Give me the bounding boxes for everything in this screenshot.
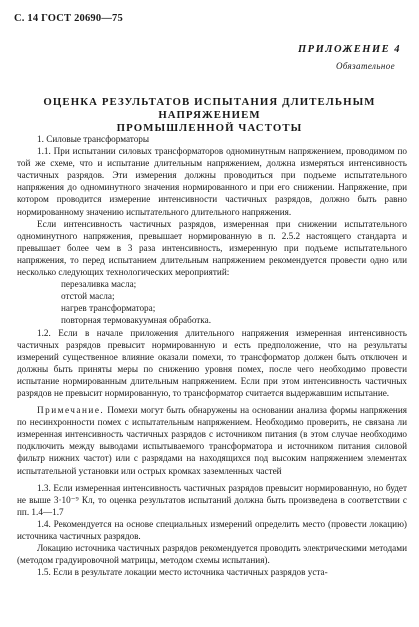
- paragraph-1-1-continued: Если интенсивность частичных разрядов, измеренная при снижении испытательного одноминутного напряжения, превышает нормированную в п. 2.5.2 настоящего стандарта и превышает более чем в 3 раза интенсивность, измеренную при подъеме испытательного напряжения, то перед испытанием длительным напряжением рекомендуется провести одно или несколько следующих технологических мероприятий:: [17, 218, 407, 278]
- list-item: повторная термовакуумная обработка.: [61, 315, 211, 326]
- list-item: перезаливка масла;: [61, 279, 137, 290]
- paragraph-1-1: 1.1. При испытании силовых трансформаторов одноминутным напряжением, проводимом по той же схеме, что и испытание длительным напряжением, должна измеряться интенсивность частичных разрядов. Эти измерения должны проводиться при подъеме испытательного напряжения до одноминутного значения нормированного и при его снижении. Напряжение, при котором проводится измерение интенсивности частичных разрядов, должно быть равно нормированному значению испытательного длительного напряжения.: [17, 146, 407, 217]
- paragraph-1-5: 1.5. Если в результате локации место источника частичных разрядов уста-: [37, 567, 328, 578]
- paragraph-1-3: 1.3. Если измеренная интенсивность частичных разрядов превысит нормированную, но будет не выше 3·10⁻⁹ Кл, то оценка результатов испытаний должна быть произведена в соответствии с пп. 1.4—1.7: [17, 482, 407, 517]
- appendix-status: Обязательное: [335, 61, 395, 71]
- document-body: [17, 133, 407, 578]
- note-label: Примечание.: [37, 405, 105, 416]
- list-item: отстой масла;: [61, 291, 115, 302]
- paragraph-1-4-continued: Локацию источника частичных разрядов рекомендуется проводить электрическими методами (методом градуировочной матрицы, методом схемы испытания).: [17, 543, 407, 566]
- document-title: [14, 96, 405, 135]
- note: [17, 404, 407, 477]
- paragraph-1-4: 1.4. Рекомендуется на основе специальных измерений определить место (провести локацию) источника частичных разрядов.: [17, 518, 407, 541]
- title-line-1: ОЦЕНКА РЕЗУЛЬТАТОВ ИСПЫТАНИЯ ДЛИТЕЛЬНЫМ НАПРЯЖЕНИЕМ: [43, 96, 376, 121]
- section-heading: 1. Силовые трансформаторы: [37, 134, 150, 144]
- note-text: Помехи могут быть обнаружены на основании анализа формы напряжения по несинхронности помех с испытательным напряжением. Необходимо проверить, не связана ли измеренная интенсивность частичных разрядов с источником питания (в этом случае необходимо подключить между выводами испытываемого трансформатора и источником питания силовой фильтр нижних частот) или с разрядами на находящихся под высоким напряжением элементах испытательной установки или острых кромках заземленных частей: [17, 405, 407, 476]
- appendix-label: ПРИЛОЖЕНИЕ 4: [298, 44, 401, 55]
- title-line-2: ПРОМЫШЛЕННОЙ ЧАСТОТЫ: [116, 122, 303, 134]
- list-item: нагрев трансформатора;: [61, 303, 156, 314]
- page-header: С. 14 ГОСТ 20690—75: [14, 13, 123, 24]
- paragraph-1-2: 1.2. Если в начале приложения длительного напряжения измеренная интенсивность частичных разрядов превысит нормированную и есть предположение, что на результаты измерений существенное влияние оказали помехи, то трансформатор должен быть отключен и должны быть приняты меры по снижению уровня помех, после чего необходимо провести испытание нормированным длительным напряжением. Если при этом интенсивность частичных разрядов не превысит нормированную, то трансформатор считается выдержавшим испытание.: [17, 327, 407, 398]
